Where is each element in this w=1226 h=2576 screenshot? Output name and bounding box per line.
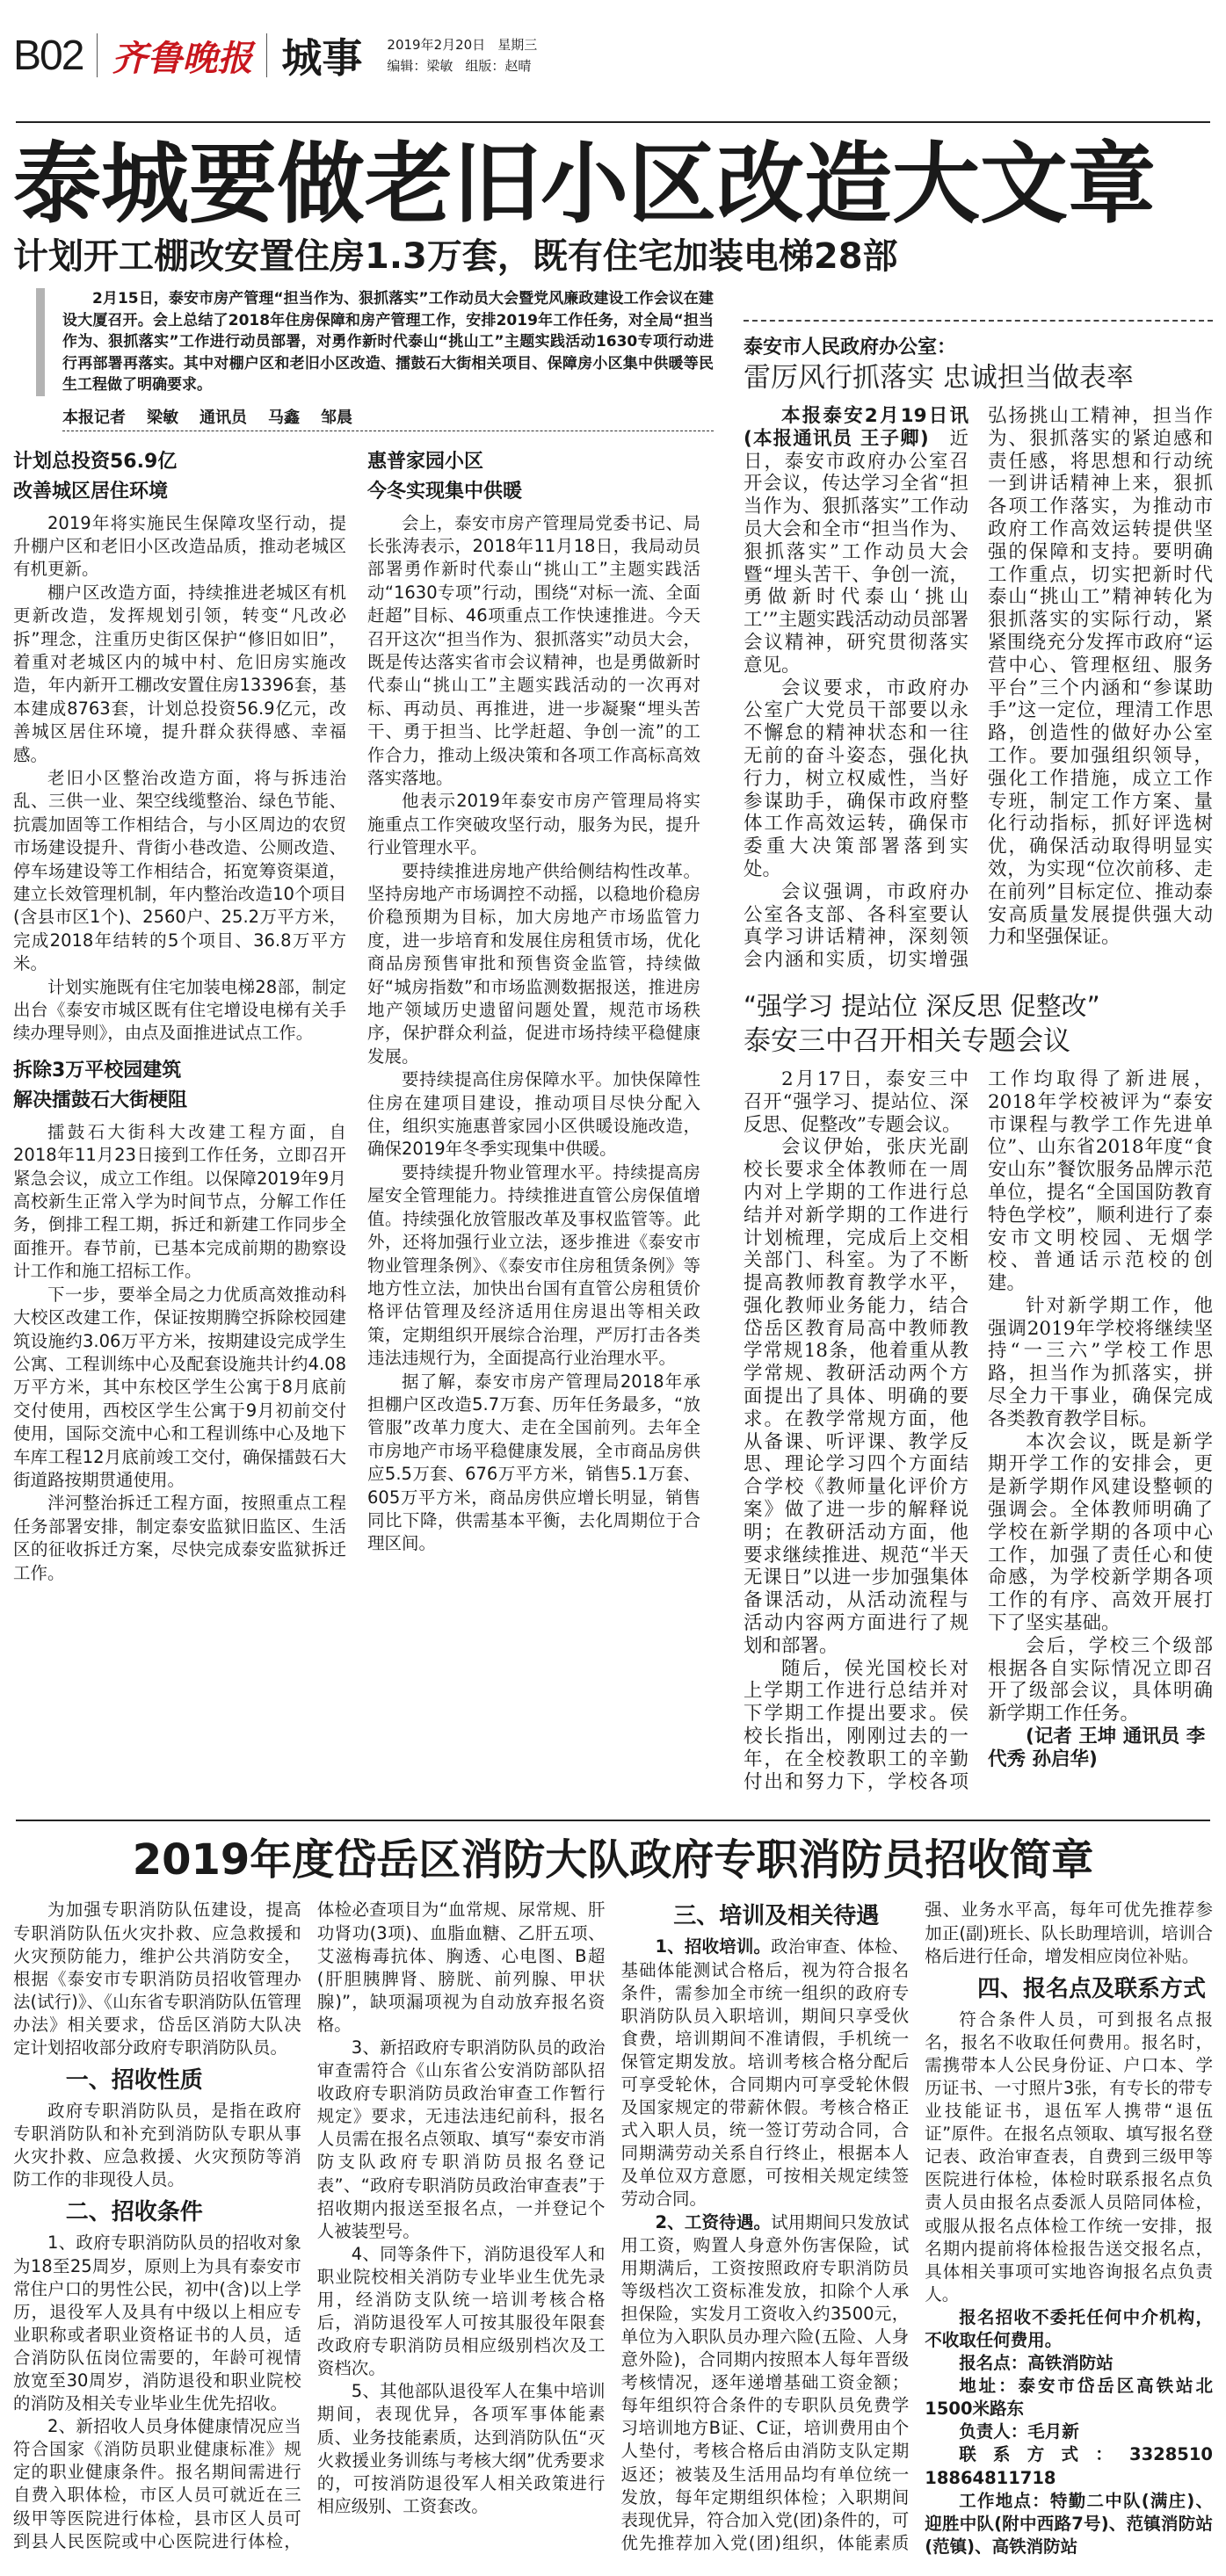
paragraph: 随后，侯光国校长对上学期工作进行总结并对下学期工作提出要求。侯校长指出，刚刚过去的一年，在全校教职工的辛勤付出和努力下，学校各项工作均取得了新进展，2018年学校被评为“泰安市课程与教学工作先进单位”、山东省2018年度“食安山东”餐饮服务品牌示范单位，提名“全国国防教育特色学校”，顺利进行了泰安市文明校园、无烟学校、普通话示范校的创建。	[744, 1067, 1213, 1793]
paragraph-lead: 1、招收培训。	[655, 1936, 772, 1957]
ad-section-heading: 一、招收性质	[65, 2067, 203, 2095]
main-article-body	[13, 447, 714, 1585]
byline-part: 梁敏	[147, 408, 178, 427]
layout-credit: 组版：赵晴	[465, 58, 532, 74]
paragraph	[13, 2100, 301, 2191]
contact-line: 地址：泰安市岱岳区高铁站北1500米路东	[925, 2376, 1213, 2420]
paragraph-text: 近日，泰安市政府办公室召开会议，传达学习全省“担当作为、狠抓落实”工作动员大会和全市“担当作为、狠抓落实”工作动员大会暨“埋头苦干、争创一流，勇做新时代泰山‘挑山工’”主题实践活动动员部署会议精神，研究贯彻落实意见。	[744, 427, 968, 677]
issue-meta	[387, 34, 549, 76]
dateline: 本报泰安2月19日讯(本报通讯员 王子卿)	[744, 405, 968, 450]
contact-line: 负责人：毛月新	[959, 2421, 1079, 2442]
paragraph-text: 试用期间只发放试用工资，购置人身意外伤害保险，试用期满后，工资按照政府专职消防员等级档次工资标准发放，扣除个人承担保险，实发月工资收入约3500元，单位为入职队员办理六险(五险、人身意外险)，合同期内按照本人每年晋级考核情况，逐年递增基础工资金额；每年组织符合条件的专职队员免费学习培训地方B证、C证，培训费用由个人垫付，考核合格后由消防支队定期返还；被装及生活用品均有单位统一发放，每年定期组织体检；入职期间表现优异，符合加入党(团)条件的，可优先推荐加入党(团)组织，体能素质强、业务水平高，每年可优先推荐参加正(副)班长、队长助理培训，培训合格后进行任命，增发相应岗位补贴。	[620, 1899, 1213, 2553]
section-heading: 解决擂鼓石大街梗阻	[13, 1089, 188, 1111]
reporter-credit: (记者 王坤 通讯员 李代秀 孙启华)	[988, 1726, 1206, 1770]
paragraph: 2019年将实施民生保障攻坚行动，提升棚户区和老旧小区改造品质，推动老城区有机更新。	[13, 512, 346, 580]
issue-weekday: 星期三	[497, 37, 538, 53]
top-stories	[13, 288, 1213, 1793]
headline: 泰城要做老旧小区改造大文章	[13, 133, 1156, 235]
page-number: B02	[13, 32, 83, 79]
paragraph	[317, 2243, 606, 2381]
paragraph	[621, 1936, 910, 2211]
section-heading: 拆除3万平校园建筑	[13, 1059, 182, 1082]
paragraph: 据了解，泰安市房产管理局2018年承担棚户区改造5.7万套、历年任务最多，“放管服”改革力度大、走在全国前列。去年全市房地产市场平稳健康发展，全市商品房供应5.5万套、676万平方米，销售5.1万套、605万平方米，商品房供应增长明显，销售同比下降，供需基本平衡，去化周期位于合理区间。	[367, 1371, 700, 1554]
paragraph-text: 政治审查、体检、基础体能测试合格后，视为符合报名条件，需参加全市统一组织的政府专职消防队员入职培训，期间只享受伙食费，培训期间不准请假，手机统一保管定期发放。培训考核合格分配后可享受轮休，合同期内可享受轮休假及国家规定的带薪休假。考核合格正式入职人员，统一签订劳动合同，合同期满劳动关系自行终止，根据本人及单位双方意愿，可按相关规定续签劳动合同。	[620, 1936, 910, 2210]
article-column	[367, 447, 700, 1585]
section-heading: 惠普家园小区	[367, 450, 484, 473]
section-heading: 改善城区居住环境	[13, 480, 169, 503]
paragraph	[925, 2008, 1213, 2306]
side-stories	[744, 288, 1213, 1793]
paragraph-text: 2、新招收人员身体健康情况应当符合国家《消防员职业健康标准》规定的职业健康条件。报名期间需进行自费入职体检，市区人员可就近在三级甲等医院进行体检，县市区人员可到县人民医院或中心医院进行体检，体检必查项目为“血常规、尿常规、肝功肾功(3项)、血脂血糖、乙肝五项、艾滋梅毒抗体、胸透、心电图、B超(肝胆胰脾肾、膀胱、前列腺、甲状腺)”，缺项漏项视为自动放弃报名资格。	[13, 1899, 606, 2551]
ad-section-heading: 二、招收条件	[65, 2199, 203, 2226]
gov-paragraph	[744, 405, 968, 677]
newspaper-logo: 齐鲁晚报	[112, 37, 253, 79]
paragraph: 要持续提升物业管理水平。持续提高房屋安全管理能力。持续推进直管公房保值增值。持续强化放管服改革及事权监管等。此外，还将加强行业立法，逐步推进《泰安市物业管理条例》、《泰安市住房租赁条例》等地方性立法，加快出台国有直管公房租赁价格评估管理及经济适用住房退出等相关政策，定期组织开展综合治理，严厉打击各类违法违规行为，全面提高行业治理水平。	[367, 1161, 700, 1369]
article-column	[13, 447, 346, 1585]
paragraph: 老旧小区整治改造方面，将与拆违治乱、三供一业、架空线缆整治、绿色节能、抗震加固等工作相结合，与小区周边的农贸市场建设提升、背街小巷改造、公厕改造、停车场建设等工作相结合，拓宽筹资渠道，建立长效管理机制，年内整治改造10个项目(含县市区1个)、2560户、25.2万平方米，完成2018年结转的5个项目、36.8万平方米。	[13, 767, 346, 974]
recruitment-body	[13, 1899, 1213, 2558]
gov-article-title: 雷厉风行抓落实 忠诚担当做表率	[744, 362, 1134, 394]
paragraph: 要持续推进房地产供给侧结构性改革。坚持房地产市场调控不动摇，以稳地价稳房价稳预期为目标，加大房地产市场监管力度，进一步培育和发展住房租赁市场，优化商品房预售审批和预售资金监管，持续做好“城房指数”和市场监测数据报送，推进房地产领域历史遗留问题处置，规范市场秩序，保护群众利益，促进市场持续平稳健康发展。	[367, 860, 700, 1067]
section-name: 城事	[281, 34, 363, 82]
paragraph: 棚户区改造方面，持续推进老城区有机更新改造，发挥规划引领，转变“凡改必拆”理念，注重历史街区保护“修旧如旧”，着重对老城区内的城中村、危旧房实施改造，年内新开工棚改安置住房13396套，基本建成8763套，计划总投资56.9亿元，改善城区居住环境，提升群众获得感、幸福感。	[13, 582, 346, 765]
paragraph: 下一步，要举全局之力优质高效推动科大校区改建工作，保证按期腾空拆除校园建筑设施约3.06万平方米，按期建设完成学生公寓、工程训练中心及配套设施共计约4.08万平方米，其中东校区学生公寓于8月底前交付使用，西校区学生公寓于9月初前交付使用，国际交流中心和工程训练中心及地下车库工程12月底前竣工交付，确保擂鼓石大街道路按期贯通使用。	[13, 1284, 346, 1490]
paragraph-text: 政府专职消防队员，是指在政府专职消防队和补充到消防队专职从事火灾扑救、应急救援、火灾预防等消防工作的非现役人员。	[13, 2101, 301, 2190]
contact-line: 工作地点：特勤二中队(满庄)、迎胜中队(附中西路7号)、范镇消防站(范镇)、高铁消防站	[925, 2490, 1213, 2557]
paragraph: 会议伊始，张庆光副校长要求全体教师在一周内对上学期的工作进行总结并对新学期的工作进行计划梳理，完成后上交相关部门、科室。为了不断提高教师教育教学水平，强化教师业务能力，结合岱岳区教育局高中教师教学常规18条，他着重从教学常规、教研活动两个方面提出了具体、明确的要求。在教学常规方面，他从备课、听评课、教学反思、理论学习四个方面结合学校《教师量化评价方案》做了进一步的解释说明；在教研活动方面，他要求继续推进、规范“半天无课日”以进一步加强集体备课活动，从活动流程与活动内容两方面进行了规划和部署。	[744, 1136, 968, 1657]
page-header	[13, 16, 1213, 95]
header-divider	[266, 33, 267, 77]
paragraph: 计划实施既有住宅加装电梯28部，制定出台《泰安市城区既有住宅增设电梯有关手续办理导则》，由点及面推进试点工作。	[13, 976, 346, 1044]
ad-section-heading: 三、培训及相关待遇	[673, 1903, 880, 1930]
section-rule	[16, 1820, 1210, 1821]
main-article	[13, 288, 714, 1585]
article-section	[13, 447, 346, 1046]
school-article-kicker: “强学习 提站位 深反思 促整改”	[744, 990, 1100, 1021]
article-lead: 2月15日，泰安市房产管理“担当作为、狠抓落实”工作动员大会暨党风廉政建设工作会议在建设大厦召开。会上总结了2018年住房保障和房产管理工作，安排2019年工作任务，对全局“担当作为、狠抓落实”工作进行动员部署，对勇作新时代泰山“挑山工”主题实践活动1630专项行动进行再部署再落实。其中对棚户区和老旧小区改造、擂鼓石大街相关项目、保障房小区集中供暖等民生工程做了明确要求。	[62, 290, 714, 394]
paragraph: 会后，学校三个级部根据各自实际情况立即召开了级部会议，具体明确新学期工作任务。	[988, 1634, 1213, 1726]
gov-article-kicker: 泰安市人民政府办公室：	[744, 336, 957, 358]
byline-part: 邹晨	[321, 408, 352, 427]
paragraph: 针对新学期工作，他强调2019年学校将继续坚持“一三六”学校工作思路，担当作为抓落实，拼尽全力干事业，确保完成各类教育教学目标。	[988, 1294, 1213, 1430]
recruitment-title: 2019年度岱岳区消防大队政府专职消防员招收简章	[132, 1835, 1094, 1885]
paragraph-text: 4、同等条件下，消防退役军人和职业院校相关消防专业毕业生优先录用，经消防支队统一培训考核合格后，消防退役军人可按其服役年限套改政府专职消防员相应级别档次及工资档次。	[316, 2243, 606, 2379]
lead-box	[36, 288, 714, 396]
header-rule	[16, 121, 1210, 123]
paragraph	[317, 2037, 606, 2243]
paragraph-text: 符合条件人员，可到报名点报名，报名不收取任何费用。报名时，需携带本人公民身份证、户口本、学历证书、一寸照片3张，有专长的带专业技能证书，退伍军人携带“退伍证”原件。在报名点领取、填写报名登记表、政治审查表，自费到三级甲等医院进行体检，体检时联系报名点负责人员由报名点委派人员陪同体检，或服从报名点体检工作统一安排，报名期内提前将体检报告送交报名点，具体相关事项可实地咨询报名点负责人。	[925, 2008, 1213, 2305]
paragraph-text: 5、其他部队退役军人在集中培训期间，表现优异，各项军事体能素质、业务技能素质，达到消防队伍“灭火救援业务训练与考核大纲”优秀要求的，可按消防退役军人相关政策进行相应级别、工资套改。	[316, 2381, 606, 2516]
paragraph: 泮河整治拆迁工程方面，按照重点工程任务部署安排，制定泰安监狱旧监区、生活区的征收拆迁方案，尽快完成泰安监狱拆迁工作。	[13, 1493, 346, 1583]
ad-section-heading: 四、报名点及联系方式	[977, 1975, 1207, 2002]
dashed-rule	[744, 320, 1213, 322]
paragraph	[13, 2232, 301, 2415]
school-article-body	[744, 1068, 1213, 1794]
article-section	[13, 1056, 346, 1585]
gov-paragraph: 会议要求，市政府办公室广大党员干部要以永不懈怠的精神状态和一往无前的奋斗姿态，强化执行力，树立权威性，当好参谋助手，确保市政府整体工作高效运转，确保市委重大决策部署落到实处。	[744, 677, 968, 880]
byline-part: 马鑫	[268, 408, 300, 427]
paragraph: 要持续提高住房保障水平。加快保障性住房在建项目建设，推动项目尽快分配入住，组织实施惠普家园小区供暖设施改造，确保2019年冬季实现集中供暖。	[367, 1069, 700, 1160]
paragraph: 擂鼓石大街科大改建工程方面，自2018年11月23日接到工作任务，立即召开紧急会议，成立工作组。以保障2019年9月高校新生正常入学为时间节点，分解工作任务，倒排工程工期，拆迁和新建工作同步全面推开。春节前，已基本完成前期的勘察设计工作和施工招标工作。	[13, 1121, 346, 1282]
paragraph	[317, 2380, 606, 2518]
school-article-title: 泰安三中召开相关专题会议	[744, 1024, 1070, 1057]
contact-line: 报名招收不委托任何中介机构，不收取任何费用。	[925, 2306, 1213, 2351]
paragraph-text: 3、新招政府专职消防队员的政治审查需符合《山东省公安消防部队招收政府专职消防员政治审查工作暂行规定》要求，无违法违纪前科，报名人员需在报名点领取、填写“泰安市消防支队政府专职消防员报名登记表”、“政府专职消防员政治审查表”于招收期内报送至报名点，一并登记个人被装型号。	[316, 2037, 606, 2241]
paragraph: 本次会议，既是新学期开学工作的安排会，更是新学期作风建设整顿的强调会。全体教师明确了学校在新学期的各项中心工作，加强了责任心和使命感，为学校新学期各项工作的有序、高效开展打下了坚实基础。	[988, 1430, 1213, 1635]
issue-date: 2019年2月20日	[387, 37, 486, 53]
paragraph-text: 1、政府专职消防队员的招收对象为18至25周岁，原则上为具有泰安市常住户口的男性公民，初中(含)以上学历，退役军人及具有中级以上相应专业职称或者职业资格证书的人员，适合消防队伍岗位需要的，年龄可视情放宽至30周岁，消防退役和职业院校的消防及相关专业毕业生优先招收。	[13, 2232, 301, 2414]
section-heading: 今冬实现集中供暖	[367, 480, 523, 503]
paragraph: 会上，泰安市房产管理局党委书记、局长张涛表示，2018年11月18日，我局动员部署勇作新时代泰山“挑山工”主题实践活动“1630专项”行动，围绕“对标一流、全面赶超”目标、46项重点工作快速推进。今天召开这次“担当作为、狠抓落实”动员大会，既是传达落实省市会议精神，也是勇做新时代泰山“挑山工”主题实践活动的一次再对标、再动员、再推进，进一步凝聚“埋头苦干、勇于担当、比学赶超、争创一流”的工作合力，推动上级决策和各项工作高标高效落实落地。	[367, 512, 700, 788]
header-divider	[97, 33, 98, 77]
article-section	[367, 447, 700, 1556]
contact-line: 联系方式：3328510 18864811718	[925, 2444, 1213, 2488]
editor-credit: 编辑：梁敏	[387, 58, 453, 74]
byline-part: 通讯员	[199, 408, 247, 427]
paragraph-lead: 2、工资待遇。	[655, 2211, 772, 2232]
gov-paragraph: 会议强调，市政府办公室各支部、各科室要认真学习讲话精神，深刻领会内涵和实质，切实增强弘扬挑山工精神，担当作为、狠抓落实的紧迫感和责任感，将思想和行动统一到讲话精神上来，狠抓各项工作落实，为推动市政府工作高效运转提供坚强的保障和支持。要明确工作重点，切实把新时代泰山“挑山工”精神转化为狠抓落实的实际行动，紧紧围绕充分发挥市政府“运营中心、管理枢纽、服务平台”三个内涵和“参谋助手”这一定位，理清工作思路，创造性的做好办公室工作。要加强组织领导，强化工作措施，成立工作专班，制定工作方案、量化行动指标，抓好评选树优，确保活动取得明显实效，为实现“位次前移、走在前列”目标定位、推动泰安高质量发展提供强大动力和坚强保证。	[744, 405, 1213, 972]
subheadline: 计划开工棚改安置住房1.3万套，既有住宅加装电梯28部	[13, 236, 898, 277]
section-heading: 计划总投资56.9亿	[13, 450, 178, 473]
ad-intro: 为加强专职消防队伍建设，提高专职消防队伍火灾扑救、应急救援和火灾预防能力，维护公共消防安全，根据《泰安市专职消防员招收管理办法(试行)》、《山东省专职消防队伍管理办法》相关要求，岱岳区消防大队决定计划招收部分政府专职消防队员。	[13, 1899, 301, 2058]
contact-line: 报名点：高铁消防站	[959, 2353, 1114, 2374]
byline-part: 本报记者	[62, 408, 126, 427]
paragraph: 他表示2019年泰安市房产管理局将实施重点工作突破攻坚行动，服务为民，提升行业管理水平。	[367, 791, 700, 858]
gov-article-body	[744, 405, 1213, 972]
paragraph: 2月17日，泰安三中召开“强学习、提站位、深反思、促整改”专题会议。	[744, 1067, 968, 1136]
lead-accent-bar	[36, 288, 45, 396]
byline	[62, 405, 714, 431]
